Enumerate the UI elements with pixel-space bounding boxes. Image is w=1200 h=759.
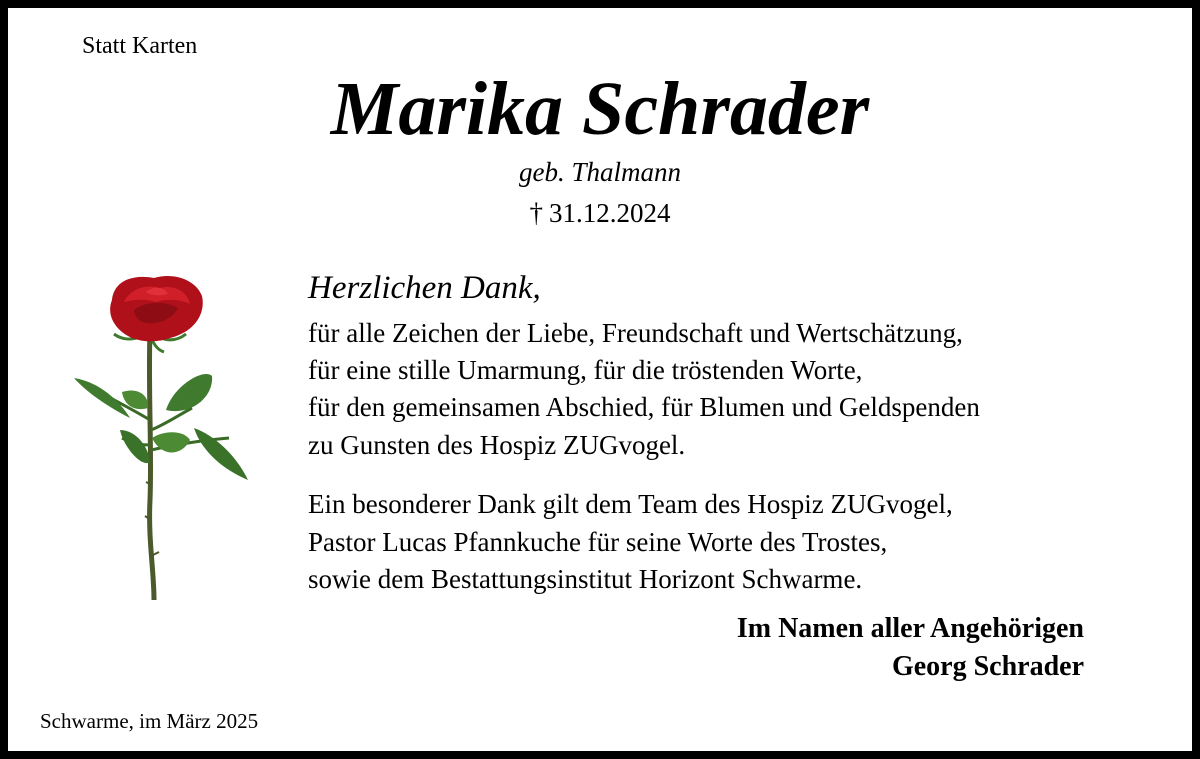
paragraph1-line: für alle Zeichen der Liebe, Freundschaft und Wertschätzung, xyxy=(308,318,963,348)
death-date: 31.12.2024 xyxy=(549,198,671,228)
death-date-line xyxy=(8,200,1192,227)
paragraph1-line: für den gemeinsamen Abschied, für Blumen und Geldspenden xyxy=(308,392,980,422)
place-date: Schwarme, im März 2025 xyxy=(40,709,259,733)
cross-symbol: † xyxy=(529,198,543,228)
statt-karten-label: Statt Karten xyxy=(82,33,198,59)
paragraph1-line: zu Gunsten des Hospiz ZUGvogel. xyxy=(308,430,686,460)
paragraph1-line: für eine stille Umarmung, für die tröstenden Worte, xyxy=(308,355,863,385)
signature-line-1: Im Namen aller Angehörigen xyxy=(736,613,1084,644)
signature-name: Georg Schrader xyxy=(891,651,1084,682)
red-rose-icon xyxy=(64,270,254,602)
birth-name: geb. Thalmann xyxy=(519,157,681,187)
deceased-name: Marika Schrader xyxy=(330,67,870,151)
paragraph2-line: Ein besonderer Dank gilt dem Team des Hospiz ZUGvogel, xyxy=(308,489,953,519)
paragraph2-line: Pastor Lucas Pfannkuche für seine Worte des Trostes, xyxy=(308,527,888,557)
thanks-heading: Herzlichen Dank, xyxy=(308,270,541,306)
paragraph2-line: sowie dem Bestattungsinstitut Horizont Schwarme. xyxy=(308,564,863,594)
